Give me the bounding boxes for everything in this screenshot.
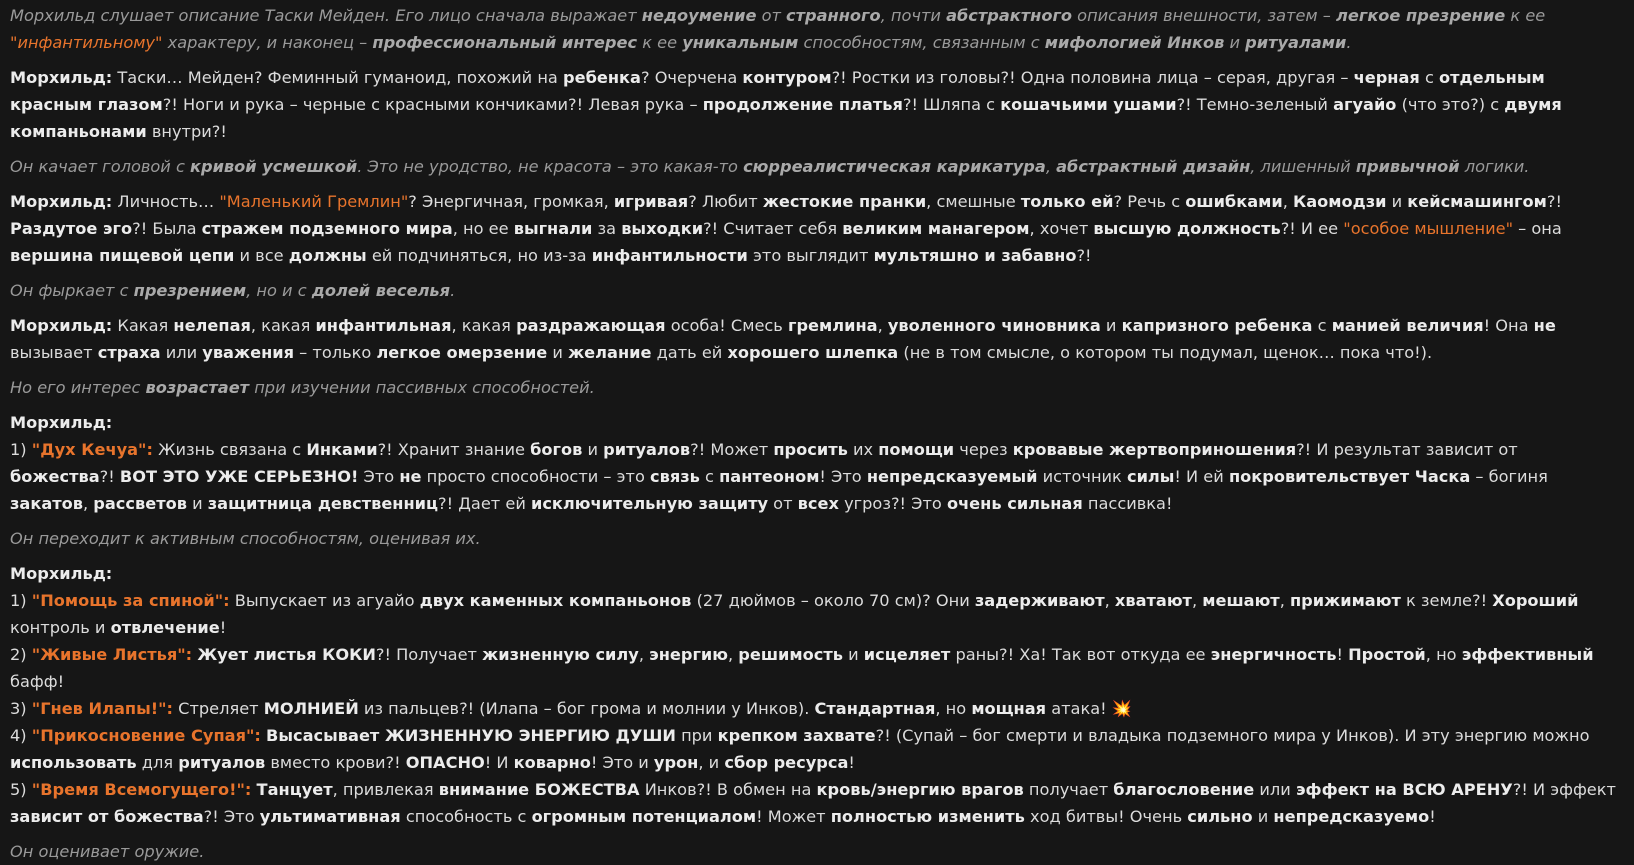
speaker-label: Морхильд: [10,413,113,432]
speech-appearance: Морхильд: Таски… Мейден? Феминный гуманоид, похожий на ребенка? Очерчена контуром?! Ростки из головы?! Одна половина лица – серая, другая – черная с отдельным красным глазом?! Ноги и рука – черные с красными кончиками?! Левая рука – продолжение платья?! Шляпа с кошачьими ушами?! Темно-зеленый агуайо (что это?) с двумя компаньонами внутри?! [10,68,1562,141]
speech-active [10,560,1624,830]
active-ability-5: 5) "Время Всемогущего!": Танцует, привлекая внимание БОЖЕСТВА Инков?! В обмен на кровь/энергию врагов получает благословение или эффект на ВСЮ АРЕНУ?! И эффект зависит от божества?! Это ультимативная способность с огромным потенциалом! Может полностью изменить ход битвы! Очень сильно и непредсказуемо! [10,780,1616,826]
active-ability-4: 4) "Прикосновение Супая": Высасывает ЖИЗНЕННУЮ ЭНЕРГИЮ ДУШИ при крепком захвате?! (Супай – бог смерти и владыка подземного мира у Инков). И эту энергию можно использовать для ритуалов вместо крови?! ОПАСНО! И коварно! Это и урон, и сбор ресурса! [10,726,1590,772]
active-ability-1: 1) "Помощь за спиной": Выпускает из агуайо двух каменных компаньонов (27 дюймов – около 70 см)? Они задерживают, хватают, мешают, прижимают к земле?! Хороший контроль и отвлечение! [10,591,1579,637]
active-ability-2: 2) "Живые Листья": Жует листья КОКИ?! Получает жизненную силу, энергию, решимость и исцеляет раны?! Ха! Так вот откуда ее энергичность! Простой, но эффективный бафф! [10,645,1594,691]
narration-intro: Морхильд слушает описание Таски Мейден. Его лицо сначала выражает недоумение от странного, почти абстрактного описания внешности, затем – легкое презрение к ее "инфантильному" характеру, и наконец – профессиональный интерес к ее уникальным способностям, связанным с мифологией Инков и ритуалами. [10,6,1546,52]
narration-interest: Но его интерес возрастает при изучении пассивных способностей. [10,378,595,397]
passive-ability: 1) "Дух Кечуа": Жизнь связана с Инками?! Хранит знание богов и ритуалов?! Может просить их помощи через кровавые жертвоприношения?! И результат зависит от божества?! ВОТ ЭТО УЖЕ СЕРЬЕЗНО! Это не просто способности – это связь с пантеоном! Это непредсказуемый источник силы! И ей покровительствует Часка – богиня закатов, рассветов и защитница девственниц?! Дает ей исключительную защиту от всех угроз?! Это очень сильная пассивка! [10,440,1548,513]
speech-verdict: Морхильд: Какая нелепая, какая инфантильная, какая раздражающая особа! Смесь гремлина, уволенного чиновника и капризного ребенка с манией величия! Она не вызывает страха или уважения – только легкое омерзение и желание дать ей хорошего шлепка (не в том смысле, о котором ты подумал, щенок… пока что!). [10,316,1556,362]
narration-active: Он переходит к активным способностям, оценивая их. [10,529,481,548]
narration-head-shake: Он качает головой с кривой усмешкой. Это не уродство, не красота – это какая-то сюрреалистическая карикатура, абстрактный дизайн, лишенный привычной логики. [10,157,1530,176]
active-ability-3: 3) "Гнев Илапы!": Стреляет МОЛНИЕЙ из пальцев?! (Илапа – бог грома и молнии у Инков). Стандартная, но мощная атака! 💥 [10,699,1132,718]
collision-icon: 💥 [1111,699,1132,718]
narration-weapon: Он оценивает оружие. [10,842,205,861]
speech-personality: Морхильд: Личность… "Маленький Гремлин"? Энергичная, громкая, игривая? Любит жестокие пранки, смешные только ей? Речь с ошибками, Каомодзи и кейсмашингом?! Раздутое эго?! Была стражем подземного мира, но ее выгнали за выходки?! Считает себя великим манагером, хочет высшую должность?! И ее "особое мышление" – она вершина пищевой цепи и все должны ей подчиняться, но из-за инфантильности это выглядит мультяшно и забавно?! [10,192,1562,265]
narration-snort: Он фыркает с презрением, но и с долей веселья. [10,281,456,300]
speaker-label: Морхильд: [10,564,113,583]
speech-passive [10,409,1624,517]
